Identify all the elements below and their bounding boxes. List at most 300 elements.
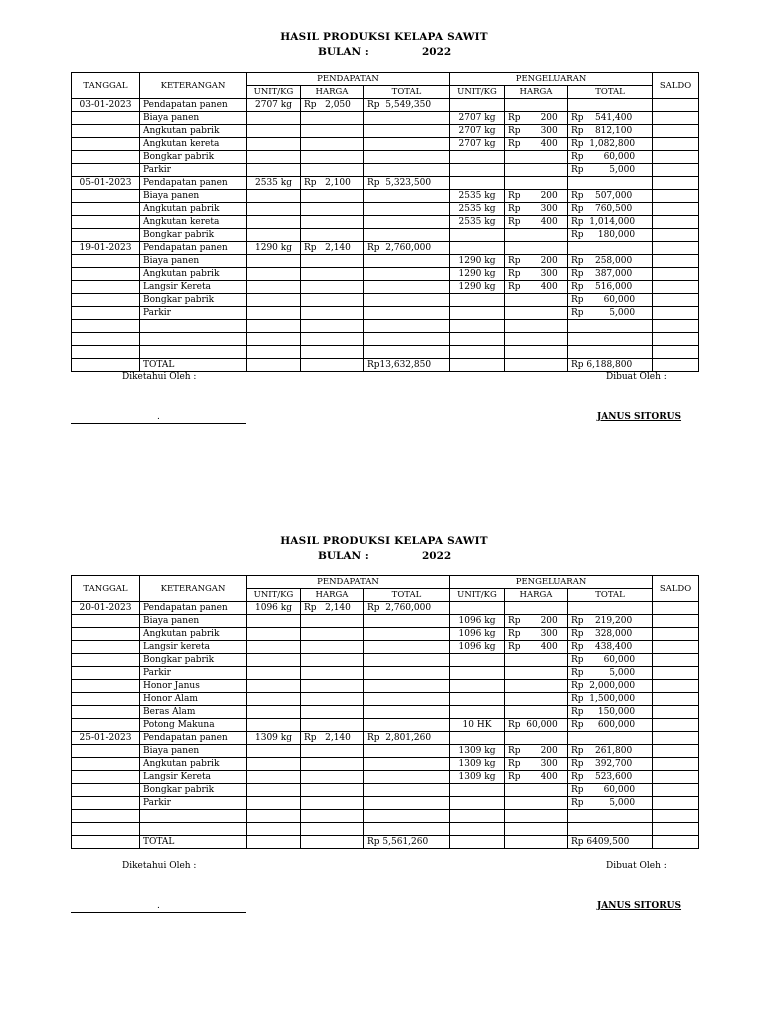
table-row — [72, 693, 699, 706]
cell-saldo — [653, 255, 699, 268]
cell-keterangan: Angkutan pabrik — [140, 125, 247, 138]
cell-pengeluaran-unit — [450, 810, 505, 823]
table-row — [72, 680, 699, 693]
header-tanggal: TANGGAL — [72, 73, 140, 99]
table-row — [72, 229, 699, 242]
cell-pendapatan-harga — [301, 758, 364, 771]
cell-saldo — [653, 281, 699, 294]
cell-pengeluaran-unit: 2707 kg — [450, 138, 505, 151]
cell-pengeluaran-total: Rp 5,000 — [568, 797, 653, 810]
signature-dot: . — [157, 412, 160, 422]
cell-keterangan: Angkutan pabrik — [140, 758, 247, 771]
cell-tanggal — [72, 641, 140, 654]
cell-pendapatan-total — [364, 758, 450, 771]
cell-pendapatan-harga — [301, 641, 364, 654]
signature-line — [71, 423, 246, 424]
cell-pengeluaran-harga — [505, 784, 568, 797]
table-row — [72, 758, 699, 771]
cell-pendapatan-total — [364, 680, 450, 693]
cell-keterangan: Honor Janus — [140, 680, 247, 693]
cell-pengeluaran-unit — [450, 797, 505, 810]
cell-pendapatan-unit: 1096 kg — [247, 602, 301, 615]
cell-keterangan: Parkir — [140, 307, 247, 320]
header-pendapatan: PENDAPATAN — [247, 73, 450, 86]
cell-keterangan: Bongkar pabrik — [140, 654, 247, 667]
header-pendapatan: PENDAPATAN — [247, 576, 450, 589]
cell-saldo — [653, 771, 699, 784]
cell-pengeluaran-total: Rp 60,000 — [568, 784, 653, 797]
cell-pendapatan-unit — [247, 333, 301, 346]
cell-pengeluaran-unit: 1096 kg — [450, 615, 505, 628]
cell-pengeluaran-harga — [505, 177, 568, 190]
cell-tanggal — [72, 810, 140, 823]
cell-pengeluaran-total: Rp 2,000,000 — [568, 680, 653, 693]
cell-pengeluaran-unit — [450, 164, 505, 177]
cell-pendapatan-total — [364, 229, 450, 242]
cell-pendapatan-unit — [247, 216, 301, 229]
cell-pengeluaran-total: Rp 180,000 — [568, 229, 653, 242]
cell-pengeluaran-total: Rp 60,000 — [568, 151, 653, 164]
cell-pendapatan-total — [364, 641, 450, 654]
cell-saldo — [653, 719, 699, 732]
cell-pengeluaran-harga — [505, 242, 568, 255]
cell-pendapatan-harga — [301, 771, 364, 784]
production-table — [71, 72, 699, 372]
cell-pendapatan-harga — [301, 784, 364, 797]
table-row — [72, 99, 699, 112]
table-row — [72, 784, 699, 797]
cell-tanggal — [72, 706, 140, 719]
cell-keterangan: Biaya panen — [140, 615, 247, 628]
table-row — [72, 732, 699, 745]
cell-saldo — [653, 294, 699, 307]
cell-pendapatan-harga: Rp 2,140 — [301, 242, 364, 255]
total-pendapatan: Rp13,632,850 — [364, 359, 450, 372]
cell-keterangan: Beras Alam — [140, 706, 247, 719]
cell-pendapatan-harga — [301, 125, 364, 138]
cell-pengeluaran-harga: Rp 300 — [505, 203, 568, 216]
cell-pendapatan-total — [364, 810, 450, 823]
cell-pengeluaran-unit — [450, 784, 505, 797]
cell-pendapatan-total: Rp 5,323,500 — [364, 177, 450, 190]
cell-pendapatan-unit — [247, 151, 301, 164]
cell-pendapatan-unit — [247, 112, 301, 125]
cell-pengeluaran-total: Rp 387,000 — [568, 268, 653, 281]
cell-keterangan: Bongkar pabrik — [140, 294, 247, 307]
cell-pendapatan-unit — [247, 771, 301, 784]
cell-pengeluaran-unit — [450, 320, 505, 333]
cell-keterangan: Langsir kereta — [140, 641, 247, 654]
cell-pendapatan-harga: Rp 2,100 — [301, 177, 364, 190]
cell-pengeluaran-unit: 1096 kg — [450, 641, 505, 654]
total-pengeluaran: Rp 6409,500 — [568, 836, 653, 849]
cell-pengeluaran-unit — [450, 654, 505, 667]
table-row — [72, 771, 699, 784]
cell-pendapatan-unit — [247, 654, 301, 667]
cell-tanggal — [72, 255, 140, 268]
cell-pengeluaran-harga — [505, 164, 568, 177]
cell-pengeluaran-harga — [505, 706, 568, 719]
cell-pengeluaran-total — [568, 602, 653, 615]
cell-keterangan: Langsir Kereta — [140, 281, 247, 294]
cell-pendapatan-harga — [301, 112, 364, 125]
cell-pendapatan-harga — [301, 164, 364, 177]
table-row — [72, 719, 699, 732]
production-table — [71, 575, 699, 849]
dibuat-label: Dibuat Oleh : — [606, 372, 667, 382]
cell-pendapatan-harga — [301, 667, 364, 680]
cell-pengeluaran-total — [568, 242, 653, 255]
report-title: HASIL PRODUKSI KELAPA SAWIT — [280, 31, 488, 43]
cell-saldo — [653, 654, 699, 667]
table-row — [72, 745, 699, 758]
cell-pendapatan-harga — [301, 255, 364, 268]
cell-pengeluaran-unit — [450, 823, 505, 836]
cell-saldo — [653, 216, 699, 229]
cell-pengeluaran-unit: 1309 kg — [450, 745, 505, 758]
cell-keterangan: Parkir — [140, 164, 247, 177]
cell-pendapatan-total — [364, 693, 450, 706]
cell-pendapatan-unit: 1309 kg — [247, 732, 301, 745]
cell-tanggal — [72, 268, 140, 281]
table-row — [72, 190, 699, 203]
cell-keterangan: Parkir — [140, 797, 247, 810]
cell-pengeluaran-harga — [505, 602, 568, 615]
cell-pengeluaran-total: Rp 150,000 — [568, 706, 653, 719]
cell-pendapatan-unit — [247, 810, 301, 823]
cell-pendapatan-harga — [301, 151, 364, 164]
cell-saldo — [653, 693, 699, 706]
cell-keterangan: Langsir Kereta — [140, 771, 247, 784]
cell-pengeluaran-total: Rp 60,000 — [568, 654, 653, 667]
cell-saldo — [653, 810, 699, 823]
table-row — [72, 255, 699, 268]
cell-tanggal: 19-01-2023 — [72, 242, 140, 255]
table-row — [72, 112, 699, 125]
cell-saldo — [653, 706, 699, 719]
dibuat-label: Dibuat Oleh : — [606, 861, 667, 871]
cell-tanggal — [72, 320, 140, 333]
cell-pengeluaran-total: Rp 523,600 — [568, 771, 653, 784]
cell-pendapatan-unit: 1290 kg — [247, 242, 301, 255]
cell-pendapatan-total — [364, 628, 450, 641]
table-row — [72, 281, 699, 294]
cell-saldo — [653, 333, 699, 346]
cell-pengeluaran-harga — [505, 680, 568, 693]
table-row — [72, 654, 699, 667]
table-row — [72, 294, 699, 307]
cell-pengeluaran-harga: Rp 400 — [505, 281, 568, 294]
total-row — [72, 359, 699, 372]
cell-saldo — [653, 758, 699, 771]
cell-saldo — [653, 203, 699, 216]
header-tanggal: TANGGAL — [72, 576, 140, 602]
cell-pendapatan-harga — [301, 281, 364, 294]
cell-keterangan: Pendapatan panen — [140, 242, 247, 255]
total-pengeluaran: Rp 6,188,800 — [568, 359, 653, 372]
cell-pengeluaran-total: Rp 392,700 — [568, 758, 653, 771]
cell-tanggal — [72, 125, 140, 138]
cell-tanggal — [72, 615, 140, 628]
cell-pengeluaran-harga: Rp 60,000 — [505, 719, 568, 732]
total-label: TOTAL — [140, 836, 247, 849]
cell-pengeluaran-unit: 1309 kg — [450, 758, 505, 771]
cell-pengeluaran-unit — [450, 706, 505, 719]
cell-pendapatan-harga — [301, 680, 364, 693]
cell-pengeluaran-total: Rp 5,000 — [568, 164, 653, 177]
cell-pengeluaran-harga — [505, 667, 568, 680]
cell-saldo — [653, 177, 699, 190]
cell-tanggal — [72, 797, 140, 810]
cell-pendapatan-harga — [301, 320, 364, 333]
cell-tanggal — [72, 823, 140, 836]
cell-pengeluaran-harga: Rp 200 — [505, 745, 568, 758]
cell-pendapatan-unit — [247, 628, 301, 641]
cell-saldo — [653, 112, 699, 125]
cell-keterangan — [140, 823, 247, 836]
cell-pengeluaran-harga — [505, 294, 568, 307]
header-saldo: SALDO — [653, 73, 699, 99]
cell-pengeluaran-unit: 1290 kg — [450, 281, 505, 294]
cell-pengeluaran-harga — [505, 320, 568, 333]
cell-keterangan: Bongkar pabrik — [140, 151, 247, 164]
cell-keterangan — [140, 333, 247, 346]
cell-pengeluaran-total: Rp 261,800 — [568, 745, 653, 758]
cell-pendapatan-harga — [301, 745, 364, 758]
header-unit: UNIT/KG — [450, 86, 505, 99]
cell-pengeluaran-unit: 2535 kg — [450, 203, 505, 216]
cell-keterangan: Biaya panen — [140, 112, 247, 125]
cell-pendapatan-unit — [247, 680, 301, 693]
cell-pendapatan-total — [364, 615, 450, 628]
cell-pengeluaran-unit — [450, 229, 505, 242]
cell-pendapatan-harga — [301, 346, 364, 359]
year-label: 2022 — [422, 46, 452, 58]
cell-tanggal — [72, 307, 140, 320]
cell-pengeluaran-harga: Rp 300 — [505, 125, 568, 138]
cell-pendapatan-harga — [301, 229, 364, 242]
table-row — [72, 242, 699, 255]
cell-pengeluaran-unit: 2535 kg — [450, 216, 505, 229]
cell-pengeluaran-total — [568, 810, 653, 823]
cell-pendapatan-harga — [301, 307, 364, 320]
total-row — [72, 836, 699, 849]
cell-pengeluaran-total — [568, 346, 653, 359]
cell-pengeluaran-unit: 1290 kg — [450, 255, 505, 268]
cell-pengeluaran-unit — [450, 99, 505, 112]
cell-pendapatan-total — [364, 797, 450, 810]
cell-tanggal — [72, 190, 140, 203]
header-unit: UNIT/KG — [247, 86, 301, 99]
cell-pendapatan-total — [364, 667, 450, 680]
header-harga: HARGA — [301, 589, 364, 602]
cell-tanggal — [72, 164, 140, 177]
cell-pendapatan-total — [364, 138, 450, 151]
cell-pendapatan-total — [364, 719, 450, 732]
cell-pendapatan-unit — [247, 693, 301, 706]
cell-pendapatan-harga — [301, 693, 364, 706]
table-row — [72, 797, 699, 810]
cell-pengeluaran-total: Rp 516,000 — [568, 281, 653, 294]
cell-saldo — [653, 151, 699, 164]
cell-pendapatan-harga — [301, 268, 364, 281]
cell-pendapatan-total: Rp 2,760,000 — [364, 602, 450, 615]
header-saldo: SALDO — [653, 576, 699, 602]
table-row — [72, 164, 699, 177]
cell-saldo — [653, 615, 699, 628]
cell-pengeluaran-unit — [450, 333, 505, 346]
cell-tanggal — [72, 216, 140, 229]
cell-pendapatan-harga: Rp 2,140 — [301, 602, 364, 615]
cell-saldo — [653, 268, 699, 281]
diketahui-label: Diketahui Oleh : — [122, 861, 197, 871]
diketahui-label: Diketahui Oleh : — [122, 372, 197, 382]
cell-tanggal: 25-01-2023 — [72, 732, 140, 745]
cell-pengeluaran-unit — [450, 177, 505, 190]
cell-pengeluaran-total: Rp 258,000 — [568, 255, 653, 268]
cell-keterangan: Pendapatan panen — [140, 177, 247, 190]
bulan-label: BULAN : — [318, 46, 369, 58]
cell-keterangan: Biaya panen — [140, 190, 247, 203]
cell-pendapatan-unit — [247, 138, 301, 151]
cell-pendapatan-total — [364, 294, 450, 307]
cell-keterangan: Angkutan kereta — [140, 138, 247, 151]
cell-pengeluaran-harga — [505, 346, 568, 359]
table-row — [72, 138, 699, 151]
cell-saldo — [653, 602, 699, 615]
cell-saldo — [653, 745, 699, 758]
cell-pengeluaran-harga: Rp 300 — [505, 758, 568, 771]
total-pendapatan: Rp 5,561,260 — [364, 836, 450, 849]
signature-dot: . — [157, 901, 160, 911]
cell-tanggal: 20-01-2023 — [72, 602, 140, 615]
table-row — [72, 125, 699, 138]
cell-pengeluaran-total: Rp 438,400 — [568, 641, 653, 654]
cell-pengeluaran-harga — [505, 654, 568, 667]
cell-keterangan: Bongkar pabrik — [140, 784, 247, 797]
cell-pendapatan-unit — [247, 667, 301, 680]
cell-saldo — [653, 797, 699, 810]
cell-saldo — [653, 641, 699, 654]
cell-saldo — [653, 190, 699, 203]
cell-pendapatan-unit — [247, 641, 301, 654]
cell-pendapatan-harga — [301, 810, 364, 823]
cell-saldo — [653, 823, 699, 836]
cell-pengeluaran-harga: Rp 200 — [505, 112, 568, 125]
cell-tanggal — [72, 281, 140, 294]
cell-pendapatan-harga — [301, 203, 364, 216]
header-total: TOTAL — [364, 589, 450, 602]
cell-pengeluaran-unit — [450, 680, 505, 693]
cell-pengeluaran-harga: Rp 200 — [505, 615, 568, 628]
table-row — [72, 667, 699, 680]
table-row — [72, 216, 699, 229]
cell-tanggal — [72, 719, 140, 732]
table-row — [72, 151, 699, 164]
table-row — [72, 823, 699, 836]
cell-keterangan: Angkutan kereta — [140, 216, 247, 229]
total-label: TOTAL — [140, 359, 247, 372]
header-pengeluaran: PENGELUARAN — [450, 73, 653, 86]
cell-pendapatan-total — [364, 216, 450, 229]
cell-keterangan: Potong Makuna — [140, 719, 247, 732]
bulan-label: BULAN : — [318, 550, 369, 562]
table-row — [72, 615, 699, 628]
cell-keterangan: Pendapatan panen — [140, 732, 247, 745]
cell-pendapatan-total — [364, 112, 450, 125]
table-row — [72, 602, 699, 615]
cell-saldo — [653, 125, 699, 138]
cell-saldo — [653, 229, 699, 242]
cell-pendapatan-total — [364, 307, 450, 320]
table-row — [72, 268, 699, 281]
cell-pengeluaran-harga — [505, 693, 568, 706]
cell-keterangan — [140, 320, 247, 333]
cell-pendapatan-total — [364, 281, 450, 294]
cell-saldo — [653, 320, 699, 333]
cell-saldo — [653, 164, 699, 177]
cell-tanggal — [72, 680, 140, 693]
cell-keterangan: Angkutan pabrik — [140, 203, 247, 216]
cell-tanggal — [72, 112, 140, 125]
header-total: TOTAL — [568, 589, 653, 602]
cell-pengeluaran-harga — [505, 823, 568, 836]
cell-pengeluaran-harga: Rp 400 — [505, 771, 568, 784]
cell-keterangan: Biaya panen — [140, 745, 247, 758]
cell-tanggal — [72, 294, 140, 307]
cell-keterangan — [140, 346, 247, 359]
cell-pendapatan-harga — [301, 706, 364, 719]
cell-pengeluaran-harga: Rp 400 — [505, 138, 568, 151]
cell-pendapatan-unit — [247, 823, 301, 836]
cell-keterangan: Honor Alam — [140, 693, 247, 706]
cell-tanggal — [72, 771, 140, 784]
cell-keterangan: Parkir — [140, 667, 247, 680]
header-unit: UNIT/KG — [247, 589, 301, 602]
cell-pengeluaran-harga: Rp 200 — [505, 255, 568, 268]
cell-saldo — [653, 680, 699, 693]
table-row — [72, 706, 699, 719]
cell-pendapatan-unit — [247, 615, 301, 628]
cell-pendapatan-total — [364, 654, 450, 667]
cell-pendapatan-total — [364, 706, 450, 719]
cell-pengeluaran-unit: 10 HK — [450, 719, 505, 732]
cell-pengeluaran-total: Rp 1,500,000 — [568, 693, 653, 706]
cell-pengeluaran-unit: 1096 kg — [450, 628, 505, 641]
cell-pengeluaran-total — [568, 177, 653, 190]
table-row — [72, 628, 699, 641]
cell-pendapatan-unit — [247, 229, 301, 242]
table-row — [72, 177, 699, 190]
cell-pendapatan-total — [364, 151, 450, 164]
cell-pendapatan-unit — [247, 294, 301, 307]
cell-pengeluaran-harga — [505, 797, 568, 810]
header-harga: HARGA — [505, 86, 568, 99]
cell-pendapatan-harga — [301, 216, 364, 229]
cell-keterangan: Biaya panen — [140, 255, 247, 268]
cell-pengeluaran-unit — [450, 602, 505, 615]
cell-tanggal — [72, 758, 140, 771]
cell-pengeluaran-harga: Rp 300 — [505, 268, 568, 281]
cell-pendapatan-harga — [301, 190, 364, 203]
cell-pendapatan-unit: 2707 kg — [247, 99, 301, 112]
cell-saldo — [653, 99, 699, 112]
cell-pengeluaran-total — [568, 732, 653, 745]
cell-pendapatan-total — [364, 125, 450, 138]
cell-pendapatan-total — [364, 268, 450, 281]
cell-pendapatan-unit — [247, 255, 301, 268]
cell-pendapatan-harga: Rp 2,140 — [301, 732, 364, 745]
